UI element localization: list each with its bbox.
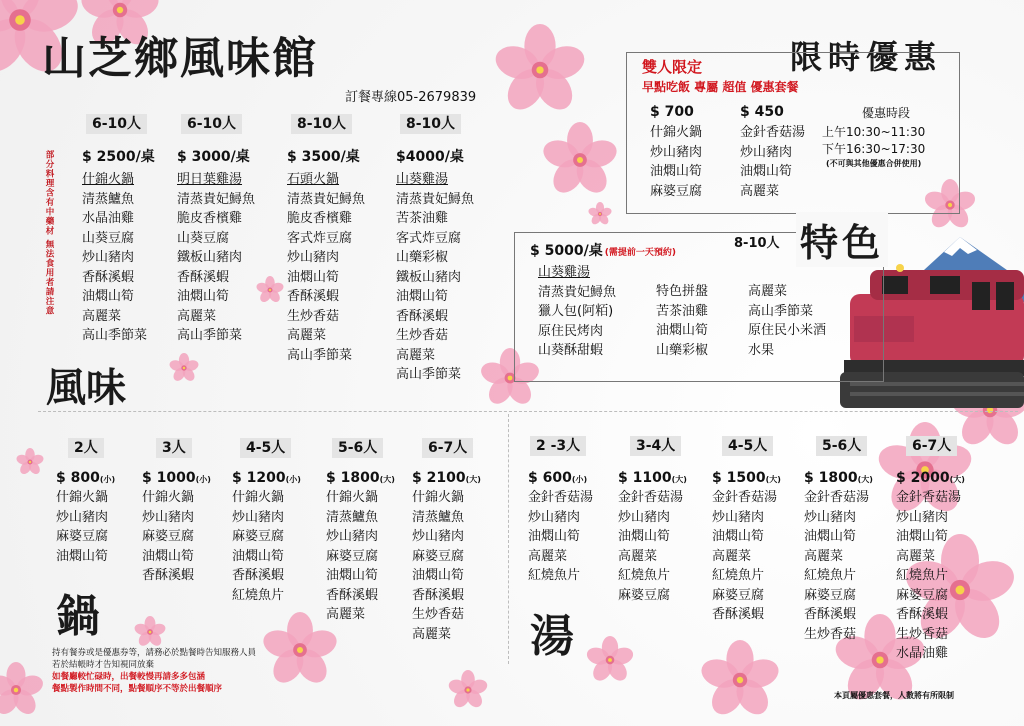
menu-item: 山葵豆腐 <box>82 230 135 246</box>
set-price: $4000/桌 <box>396 149 464 165</box>
menu-item: 油燜山筍 <box>326 568 379 583</box>
menu-item: 油燜山筍 <box>142 548 195 564</box>
menu-item: 高山季節菜 <box>396 367 462 382</box>
set-price: $ 3500/桌 <box>287 149 360 165</box>
menu-item: 原住民小米酒 <box>748 323 827 338</box>
menu-item: 生炒香菇 <box>804 626 857 642</box>
menu-item: 炒山豬肉 <box>82 250 135 265</box>
cherry-blossom-icon <box>700 640 780 720</box>
set-price <box>528 470 587 486</box>
set-price <box>896 470 965 486</box>
menu-item: 炒山豬肉 <box>896 509 949 525</box>
menu-item: 高麗菜 <box>177 308 217 324</box>
menu-item: 油燜山筍 <box>740 164 793 179</box>
menu-item: 客式炸豆腐 <box>287 230 353 246</box>
menu-item: 紅燒魚片 <box>804 568 857 583</box>
menu-item: 高麗菜 <box>82 308 122 324</box>
menu-item: 油燜山筍 <box>287 269 340 285</box>
menu-item: 炒山豬肉 <box>804 509 857 525</box>
set-price-value: $ 1800 <box>804 470 858 486</box>
menu-item: 清蒸鱸魚 <box>412 509 465 525</box>
menu-item: 香酥溪蝦 <box>896 607 949 622</box>
menu-item: 高麗菜 <box>748 284 788 299</box>
set-pax: 6-7人 <box>906 436 957 456</box>
menu-item: 清蒸貴妃鱘魚 <box>177 191 256 207</box>
menu-item: 麻婆豆腐 <box>326 548 379 564</box>
menu-item: 炒山豬肉 <box>232 509 285 525</box>
set-pax: 8-10人 <box>291 114 352 134</box>
menu-item: 香酥溪蝦 <box>412 587 465 603</box>
set-price <box>712 470 781 486</box>
menu-item: 高麗菜 <box>896 548 936 564</box>
menu-item: 清蒸貴妃鱘魚 <box>287 191 366 207</box>
menu-item: 高麗菜 <box>618 548 658 564</box>
cherry-blossom-icon <box>169 353 199 383</box>
menu-item: 清蒸鱸魚 <box>326 509 379 525</box>
menu-item: 紅燒魚片 <box>232 587 285 603</box>
menu-item-list <box>412 488 464 644</box>
menu-item: 生炒香菇 <box>396 328 449 343</box>
set-size: (大) <box>465 475 481 484</box>
set-pax: 5-6人 <box>816 436 867 456</box>
menu-item: 炒山豬肉 <box>287 250 340 265</box>
set-pax: 4-5人 <box>240 438 291 458</box>
set-price <box>618 470 687 486</box>
promo-heading: 雙人限定 <box>642 58 703 76</box>
menu-item: 麻婆豆腐 <box>142 529 195 544</box>
set-pax: 6-10人 <box>181 114 242 134</box>
set-price-value: $ 1000 <box>142 470 196 486</box>
menu-item: 山藥彩椒 <box>656 342 709 358</box>
menu-item: 高山季節菜 <box>177 328 243 343</box>
footer-note: 如餐廳較忙碌時，出餐較慢再請多多包涵 <box>52 672 206 682</box>
menu-item: 山藥彩椒 <box>396 250 449 265</box>
menu-item: 高麗菜 <box>528 548 568 564</box>
menu-item: 明日葉雞湯 <box>177 172 243 187</box>
menu-item: 什錦火鍋 <box>412 490 465 505</box>
menu-item: 油燜山筍 <box>412 568 465 583</box>
set-size: (小) <box>285 475 301 484</box>
set-price <box>232 470 301 486</box>
menu-item: 麻婆豆腐 <box>412 548 465 564</box>
menu-item-list <box>712 488 777 625</box>
menu-item: 香酥溪蝦 <box>142 568 195 583</box>
set-pax: 6-10人 <box>86 114 147 134</box>
menu-item: 香酥溪蝦 <box>712 607 765 622</box>
menu-item: 高麗菜 <box>740 183 780 199</box>
menu-item: 鐵板山豬肉 <box>177 250 243 265</box>
menu-item: 香酥溪蝦 <box>804 607 857 622</box>
menu-item: 金針香菇湯 <box>896 490 962 505</box>
cherry-blossom-icon <box>134 616 166 648</box>
menu-item: 炒山豬肉 <box>142 509 195 525</box>
cherry-blossom-icon <box>542 122 618 198</box>
menu-item: 什錦火鍋 <box>56 490 109 505</box>
menu-item: 什錦火鍋 <box>82 172 135 187</box>
set-size: (大) <box>949 475 965 484</box>
herbal-warning: 部分料理含有中藥材 無法食用者請注意 <box>44 150 54 316</box>
set-size: (小) <box>195 475 211 484</box>
promo-time-note: (不可與其他優惠合併使用) <box>826 159 922 168</box>
menu-item: 麻婆豆腐 <box>232 529 285 544</box>
set-price-value: $ 600 <box>528 470 572 486</box>
menu-item: 炒山豬肉 <box>56 509 109 525</box>
menu-item: 石頭火鍋 <box>287 172 340 187</box>
menu-item: 高麗菜 <box>804 548 844 564</box>
menu-item: 麻婆豆腐 <box>56 529 109 544</box>
menu-item: 紅燒魚片 <box>618 568 671 583</box>
footer-right-note: 本頁屬優惠套餐，人數將有所限制 <box>834 691 954 700</box>
set-price-value: $ 2000 <box>896 470 950 486</box>
cherry-blossom-icon <box>0 662 44 718</box>
menu-item: 麻婆豆腐 <box>896 587 949 603</box>
fengwei-label: 風味 <box>46 364 126 411</box>
menu-item-list <box>804 488 869 644</box>
menu-item: 什錦火鍋 <box>650 125 703 140</box>
set-price <box>804 470 873 486</box>
menu-item: 鐵板山豬肉 <box>396 269 462 285</box>
menu-item: 香酥溪蝦 <box>287 289 340 304</box>
menu-item-list <box>232 488 284 605</box>
menu-item-list <box>177 170 255 346</box>
menu-item: 炒山豬肉 <box>618 509 671 525</box>
menu-item: 油燜山筍 <box>618 529 671 544</box>
set-price <box>326 470 395 486</box>
set-price-value: $ 1800 <box>326 470 380 486</box>
cherry-blossom-icon <box>448 670 488 710</box>
footer-note: 餐點製作時間不同，點餐順序不等於出餐順序 <box>52 684 223 694</box>
promo-price: $ 450 <box>740 104 784 120</box>
menu-item: 油燜山筍 <box>56 548 109 564</box>
guo-label: 鍋 <box>56 591 100 642</box>
menu-item-list <box>896 488 961 664</box>
menu-item: 山葵雞湯 <box>538 265 591 280</box>
menu-item: 香酥溪蝦 <box>396 308 449 324</box>
menu-item: 香酥溪蝦 <box>326 587 379 603</box>
menu-item: 麻婆豆腐 <box>804 587 857 603</box>
promo-time-title: 優惠時段 <box>862 106 911 120</box>
promo-time-pm: 下午16:30~17:30 <box>822 142 926 156</box>
menu-item: 香酥溪蝦 <box>82 269 135 285</box>
set-price-value: $ 1100 <box>618 470 672 486</box>
menu-item: 高麗菜 <box>396 347 436 363</box>
menu-item-list <box>82 170 147 346</box>
menu-item: 紅燒魚片 <box>712 568 765 583</box>
footer-note: 若於結帳時才告知視同放棄 <box>52 660 155 670</box>
set-size: (大) <box>671 475 687 484</box>
menu-item: 水晶油雞 <box>896 646 949 661</box>
menu-item-list <box>142 488 194 586</box>
menu-item: 麻婆豆腐 <box>712 587 765 603</box>
set-price-value: $ 800 <box>56 470 100 486</box>
menu-item: 山葵雞湯 <box>396 172 449 187</box>
menu-item: 脆皮香檳雞 <box>177 211 243 226</box>
promo-price: $ 700 <box>650 104 694 120</box>
set-size: (小) <box>99 475 116 484</box>
menu-item: 高麗菜 <box>326 607 366 622</box>
menu-item: 高麗菜 <box>412 626 452 642</box>
menu-item: 水果 <box>748 342 775 358</box>
menu-item-list <box>396 170 474 385</box>
promo-subheading: 早點吃飯 專屬 超值 優惠套餐 <box>642 80 799 94</box>
set-size: (大) <box>379 475 395 484</box>
menu-item-list <box>538 263 616 361</box>
set-pax: 5-6人 <box>332 438 383 458</box>
menu-item: 金針香菇湯 <box>740 125 806 140</box>
menu-item: 油燜山筍 <box>656 323 709 338</box>
menu-item: 山葵酥甜蝦 <box>538 343 604 358</box>
menu-item: 炒山豬肉 <box>712 509 765 525</box>
menu-item: 紅燒魚片 <box>528 568 581 583</box>
order-hotline: 訂餐專線05-2679839 <box>345 90 477 105</box>
menu-item: 清蒸貴妃鱘魚 <box>538 284 617 300</box>
menu-item: 油燜山筍 <box>804 529 857 544</box>
set-price <box>56 470 115 486</box>
cherry-blossom-icon <box>588 202 612 226</box>
restaurant-title: 山芝鄉風味館 <box>42 33 318 84</box>
menu-item: 脆皮香檳雞 <box>287 211 353 226</box>
menu-item: 油燜山筍 <box>712 529 765 544</box>
set-size: (小) <box>571 475 588 484</box>
menu-item-list <box>528 488 593 586</box>
menu-item: 油燜山筍 <box>82 289 135 304</box>
menu-item: 麻婆豆腐 <box>618 587 671 603</box>
menu-item: 什錦火鍋 <box>326 490 379 505</box>
menu-item: 炒山豬肉 <box>650 144 703 160</box>
special-label: 特色 <box>796 212 888 267</box>
menu-item: 油燜山筍 <box>528 529 581 544</box>
menu-item-list <box>618 488 683 605</box>
tang-label: 湯 <box>530 611 574 662</box>
menu-item: 高山季節菜 <box>82 328 148 343</box>
set-price <box>142 470 211 486</box>
set-price-value: $ 1200 <box>232 470 286 486</box>
cherry-blossom-icon <box>16 448 44 476</box>
menu-item: 高山季節菜 <box>748 303 814 319</box>
set-pax: 8-10人 <box>400 114 461 134</box>
set-price <box>412 470 481 486</box>
menu-item: 特色拼盤 <box>656 284 709 299</box>
cherry-blossom-icon <box>586 636 634 684</box>
menu-item: 炒山豬肉 <box>412 529 465 544</box>
menu-item: 金針香菇湯 <box>618 490 684 505</box>
menu-item: 油燜山筍 <box>650 164 703 179</box>
menu-item: 麻婆豆腐 <box>650 183 703 199</box>
menu-item: 炒山豬肉 <box>528 509 581 525</box>
menu-item: 香酥溪蝦 <box>177 269 230 285</box>
menu-item: 炒山豬肉 <box>326 529 379 544</box>
menu-item: 山葵豆腐 <box>177 230 230 246</box>
menu-item: 油燜山筍 <box>896 529 949 544</box>
menu-item-list <box>56 488 108 566</box>
footer-notes <box>52 647 256 695</box>
menu-item: 金針香菇湯 <box>804 490 870 505</box>
set-size: (大) <box>765 475 781 484</box>
menu-item: 什錦火鍋 <box>142 490 195 505</box>
menu-item: 苦茶油雞 <box>396 211 449 226</box>
set-pax: 2 -3人 <box>530 436 586 456</box>
promo-item-list <box>740 123 805 201</box>
menu-item: 生炒香菇 <box>287 308 340 324</box>
menu-item: 什錦火鍋 <box>232 490 285 505</box>
special-price: $ 5000/桌 (需提前一天預約) <box>530 243 676 259</box>
set-price: $ 3000/桌 <box>177 149 250 165</box>
set-pax: 2人 <box>68 438 104 458</box>
footer-note: 持有餐券或是優惠券等，請務必於點餐時告知服務人員 <box>52 648 257 658</box>
special-pax: 8-10人 <box>734 236 780 251</box>
menu-item-list <box>748 282 826 360</box>
menu-item: 油燜山筍 <box>396 289 449 304</box>
special-reserve-note: (需提前一天預約) <box>604 248 676 258</box>
menu-item: 水晶油雞 <box>82 211 135 226</box>
menu-item: 客式炸豆腐 <box>396 230 462 246</box>
menu-item: 獵人包(阿粨) <box>538 304 614 319</box>
menu-item: 生炒香菇 <box>896 626 949 642</box>
cherry-blossom-icon <box>494 24 586 116</box>
set-size: (大) <box>857 475 873 484</box>
menu-item: 香酥溪蝦 <box>232 568 285 583</box>
menu-item-list <box>287 170 365 365</box>
menu-item-list <box>326 488 378 625</box>
set-price-value: $ 2100 <box>412 470 466 486</box>
menu-item: 高山季節菜 <box>287 347 353 363</box>
set-price: $ 2500/桌 <box>82 149 155 165</box>
menu-item: 原住民烤肉 <box>538 323 604 339</box>
menu-item: 生炒香菇 <box>412 607 465 622</box>
menu-item: 金針香菇湯 <box>712 490 778 505</box>
set-pax: 3人 <box>156 438 192 458</box>
menu-item: 苦茶油雞 <box>656 303 709 319</box>
set-pax: 4-5人 <box>722 436 773 456</box>
promo-item-list <box>650 123 702 201</box>
menu-item: 紅燒魚片 <box>896 568 949 583</box>
menu-item: 清蒸鱸魚 <box>82 191 135 207</box>
promo-title: 限時優惠 <box>790 38 943 76</box>
menu-item: 炒山豬肉 <box>740 144 793 160</box>
menu-item: 高麗菜 <box>287 328 327 343</box>
menu-item: 金針香菇湯 <box>528 490 594 505</box>
menu-item-list <box>656 282 708 360</box>
section-divider <box>38 411 1018 412</box>
promo-time-am: 上午10:30~11:30 <box>822 125 926 139</box>
set-pax: 3-4人 <box>630 436 681 456</box>
column-divider <box>508 414 509 664</box>
menu-item: 油燜山筍 <box>232 548 285 564</box>
set-pax: 6-7人 <box>422 438 473 458</box>
menu-item: 清蒸貴妃鱘魚 <box>396 191 475 207</box>
menu-item: 油燜山筍 <box>177 289 230 304</box>
cherry-blossom-icon <box>256 276 284 304</box>
set-price-value: $ 1500 <box>712 470 766 486</box>
menu-item: 高麗菜 <box>712 548 752 564</box>
